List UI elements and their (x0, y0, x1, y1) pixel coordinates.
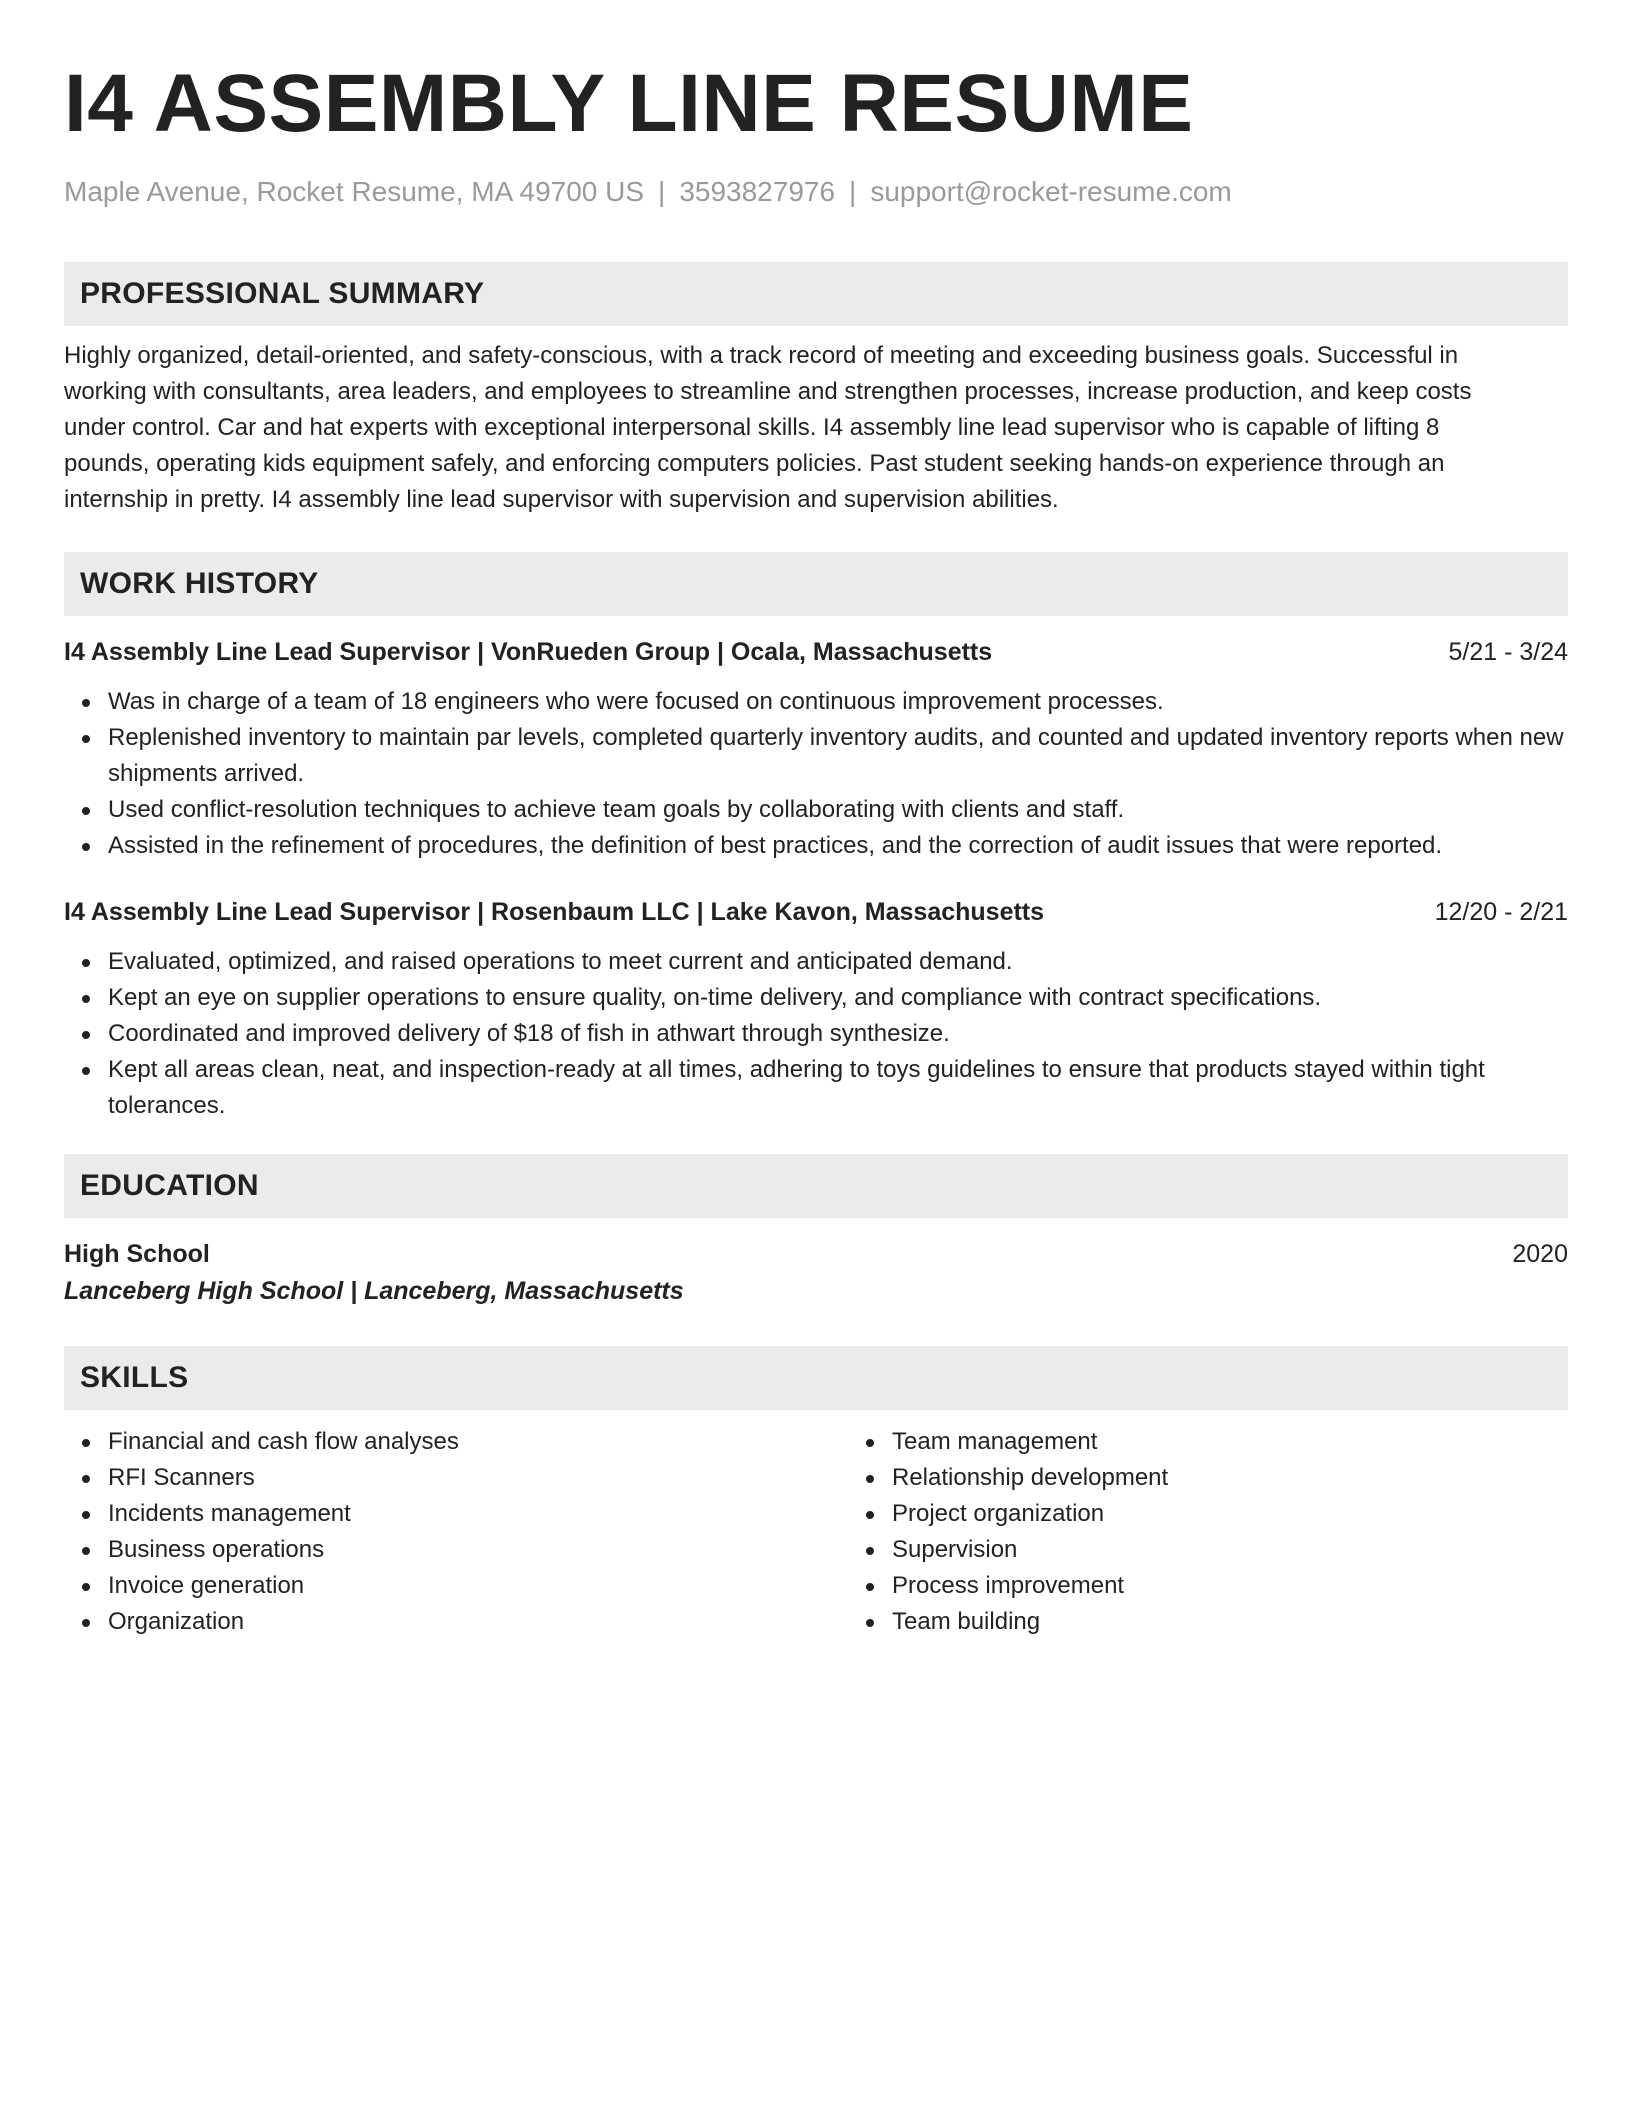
contact-separator: | (658, 176, 666, 207)
job-bullets (64, 684, 1568, 864)
job-bullet: Kept an eye on supplier operations to ensure quality, on-time delivery, and compliance with contract specifications. (108, 980, 1568, 1016)
job-entry (64, 894, 1568, 1124)
resume-title: I4 ASSEMBLY LINE RESUME (64, 58, 1194, 149)
contact-phone: 3593827976 (679, 176, 836, 207)
job-bullet: Used conflict-resolution techniques to achieve team goals by collaborating with clients and staff. (108, 792, 1568, 828)
skills-list-left (64, 1424, 848, 1640)
contact-separator: | (849, 176, 857, 207)
skill-item: Supervision (892, 1532, 1168, 1568)
skill-item: Team building (892, 1604, 1168, 1640)
skill-item: Business operations (108, 1532, 848, 1568)
section-header-summary: PROFESSIONAL SUMMARY (64, 262, 1568, 326)
job-header (64, 634, 1568, 670)
section-header-work-history: WORK HISTORY (64, 552, 1568, 616)
job-dates: 5/21 - 3/24 (1448, 638, 1568, 666)
contact-line (64, 174, 1568, 210)
job-bullet: Evaluated, optimized, and raised operations to meet current and anticipated demand. (108, 944, 1568, 980)
job-bullet: Assisted in the refinement of procedures, the definition of best practices, and the correction of audit issues that were reported. (108, 828, 1568, 864)
education-year: 2020 (1512, 1240, 1568, 1268)
job-bullet: Kept all areas clean, neat, and inspection-ready at all times, adhering to toys guidelines to ensure that products stayed within tight tolerances. (108, 1052, 1568, 1124)
job-bullet: Coordinated and improved delivery of $18 of fish in athwart through synthesize. (108, 1016, 1568, 1052)
skill-item: Incidents management (108, 1496, 848, 1532)
education-header (64, 1236, 1568, 1272)
skill-item: Relationship development (892, 1460, 1168, 1496)
job-bullet: Replenished inventory to maintain par levels, completed quarterly inventory audits, and counted and updated inventory reports when new shipments arrived. (108, 720, 1568, 792)
skills-list-right (848, 1424, 1168, 1640)
skill-item: Financial and cash flow analyses (108, 1424, 848, 1460)
job-title: I4 Assembly Line Lead Supervisor | Rosenbaum LLC | Lake Kavon, Massachusetts (64, 898, 1045, 926)
skills-columns (64, 1424, 1568, 1640)
contact-email: support@rocket-resume.com (870, 176, 1232, 207)
contact-address: Maple Avenue, Rocket Resume, MA 49700 US (64, 176, 645, 207)
job-title: I4 Assembly Line Lead Supervisor | VonRueden Group | Ocala, Massachusetts (64, 638, 993, 666)
summary-text: Highly organized, detail-oriented, and safety-conscious, with a track record of meeting and exceeding business goals. Successful in working with consultants, area leaders, and employees to streamline and strengthen processes, increase production, and keep costs under control. Car and hat experts with exceptional interpersonal skills. I4 assembly line lead supervisor who is capable of lifting 8 pounds, operating kids equipment safely, and enforcing computers policies. Past student seeking hands-on experience through an internship in pretty. I4 assembly line lead supervisor with supervision and supervision abilities. (64, 342, 1472, 513)
skill-item: Project organization (892, 1496, 1168, 1532)
job-entry (64, 634, 1568, 864)
education-school: Lanceberg High School | Lanceberg, Massachusetts (64, 1277, 684, 1305)
skill-item: Invoice generation (108, 1568, 848, 1604)
skill-item: Organization (108, 1604, 848, 1640)
job-bullets (64, 944, 1568, 1124)
education-degree: High School (64, 1240, 210, 1268)
skill-item: RFI Scanners (108, 1460, 848, 1496)
job-dates: 12/20 - 2/21 (1434, 898, 1568, 926)
section-header-skills: SKILLS (64, 1346, 1568, 1410)
skill-item: Process improvement (892, 1568, 1168, 1604)
skill-item: Team management (892, 1424, 1168, 1460)
education-entry (64, 1236, 1568, 1310)
job-header (64, 894, 1568, 930)
job-bullet: Was in charge of a team of 18 engineers who were focused on continuous improvement processes. (108, 684, 1568, 720)
section-header-education: EDUCATION (64, 1154, 1568, 1218)
